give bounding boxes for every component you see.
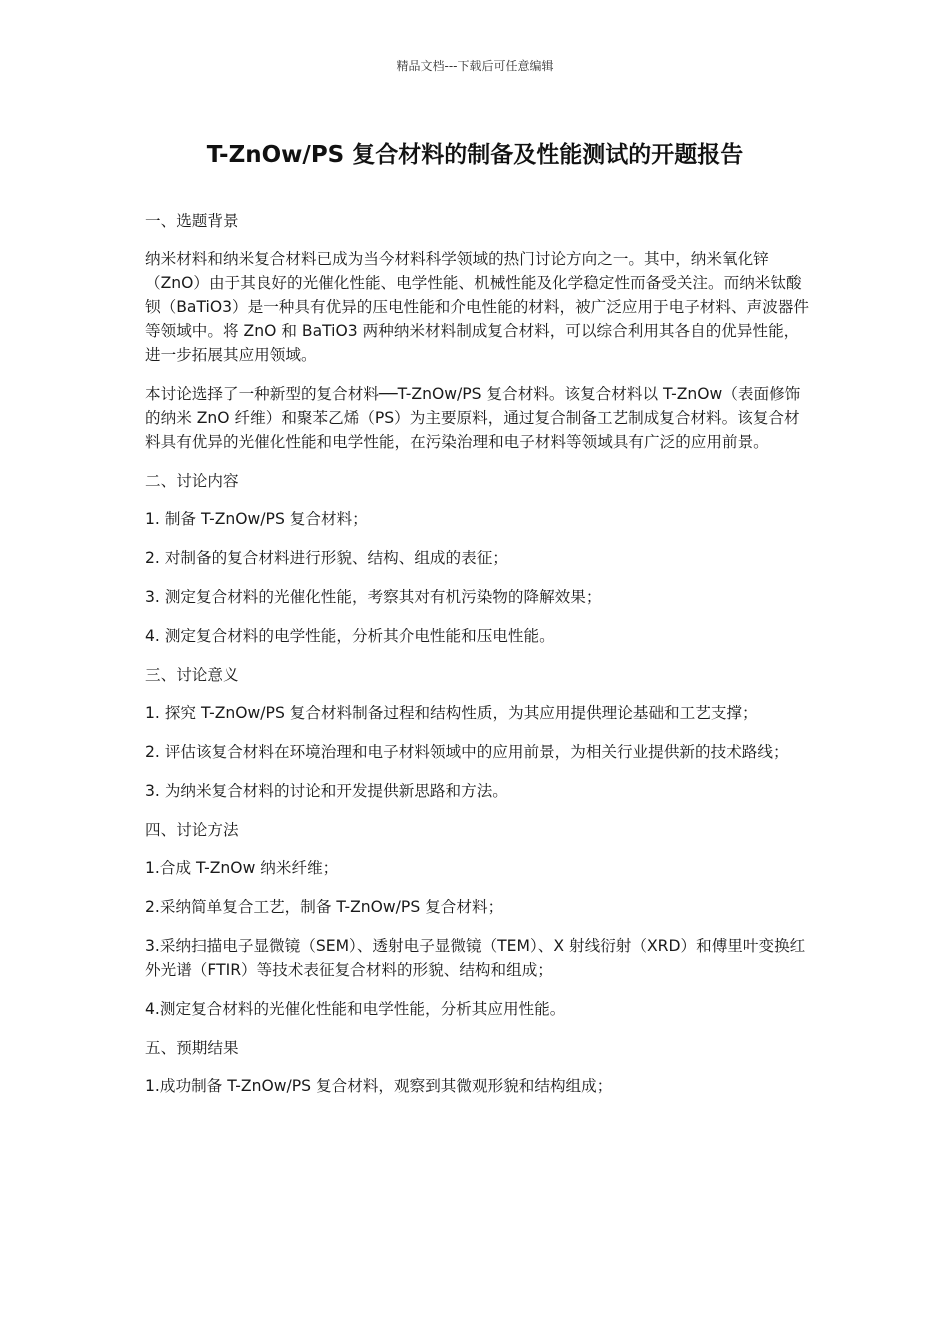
list-item: 4. 测定复合材料的电学性能，分析其介电性能和压电性能。 [145,627,555,645]
list-item: 1.成功制备 T-ZnOw/PS 复合材料，观察到其微观形貌和结构组成； [145,1077,613,1095]
list-item: 2.采纳简单复合工艺，制备 T-ZnOw/PS 复合材料； [145,898,504,916]
section-heading-expected-results: 五、预期结果 [145,1039,239,1057]
section-heading-background: 一、选题背景 [145,212,239,230]
section-heading-content: 二、讨论内容 [145,472,239,490]
list-item: 3. 测定复合材料的光催化性能，考察其对有机污染物的降解效果； [145,588,602,606]
section-heading-significance: 三、讨论意义 [145,666,239,684]
list-item: 2. 评估该复合材料在环境治理和电子材料领域中的应用前景，为相关行业提供新的技术路线； [145,743,789,761]
document-title: T-ZnOw/PS 复合材料的制备及性能测试的开题报告 [206,142,744,168]
list-item: 3.采纳扫描电子显微镜（SEM）、透射电子显微镜（TEM）、X 射线衍射（XRD）和傅里叶变换红外光谱（FTIR）等技术表征复合材料的形貌、结构和组成； [145,937,806,979]
list-item: 3. 为纳米复合材料的讨论和开发提供新思路和方法。 [145,782,508,800]
list-item: 4.测定复合材料的光催化性能和电学性能，分析其应用性能。 [145,1000,566,1018]
list-item: 2. 对制备的复合材料进行形貌、结构、组成的表征； [145,549,508,567]
paragraph: 纳米材料和纳米复合材料已成为当今材料科学领域的热门讨论方向之一。其中，纳米氧化锌（ZnO）由于其良好的光催化性能、电学性能、机械性能及化学稳定性而备受关注。而纳米钛酸钡（BaTiO3）是一种具有优异的压电性能和介电性能的材料，被广泛应用于电子材料、声波器件等领域中。将 ZnO 和 BaTiO3 两种纳米材料制成复合材料，可以综合利用其各自的优异性能，进一步拓展其应用领域。 [145,250,809,364]
page-header: 精品文档---下载后可任意编辑 [396,59,554,73]
section-heading-methods: 四、讨论方法 [145,821,239,839]
list-item: 1. 探究 T-ZnOw/PS 复合材料制备过程和结构性质，为其应用提供理论基础和工艺支撑； [145,704,758,722]
list-item: 1. 制备 T-ZnOw/PS 复合材料； [145,510,368,528]
list-item: 1.合成 T-ZnOw 纳米纤维； [145,859,339,877]
paragraph: 本讨论选择了一种新型的复合材料──T-ZnOw/PS 复合材料。该复合材料以 T-ZnOw（表面修饰的纳米 ZnO 纤维）和聚苯乙烯（PS）为主要原料，通过复合制备工艺制成复合材料。该复合材料具有优异的光催化性能和电学性能，在污染治理和电子材料等领域具有广泛的应用前景。 [145,385,801,451]
document-body [145,209,809,1113]
